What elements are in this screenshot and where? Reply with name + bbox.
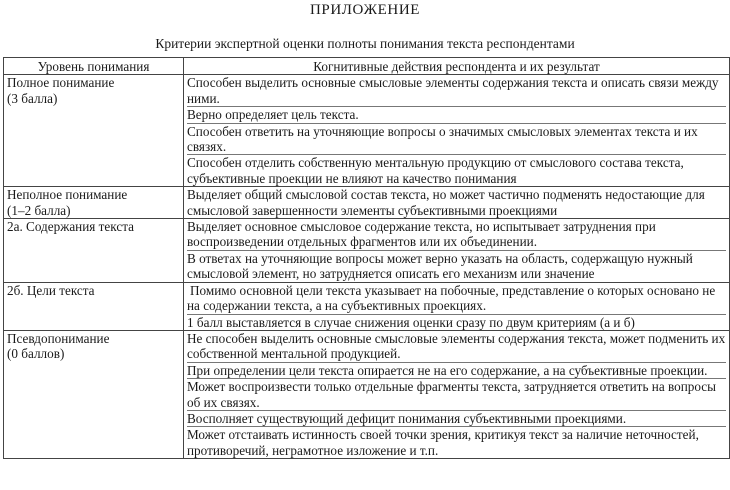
column-header-actions: Когнитивные действия респондента и их результат [184,58,730,75]
statement: Может отстаивать истинность своей точки зрения, критикуя текст за наличие неточностей, противоречий, неграмотное изложение и т.п. [187,427,699,458]
statement: В ответах на уточняющие вопросы может верно указать на область, содержащую нужный смысловой элемент, но затрудняется описать его механизм или значение [187,250,693,282]
table-row [4,75,730,187]
level-name: 2б. Цели текста [7,282,95,298]
level-cell [4,219,184,283]
statement: Восполняет существующий дефицит понимания субъективными проекциями. [187,411,726,427]
level-cell [4,330,184,458]
actions-cell [184,219,730,283]
table-header-row [4,58,730,75]
column-header-level: Уровень понимания [4,58,184,75]
statement: 1 балл выставляется в случае снижения оценки сразу по двум критериям (а и б) [187,314,635,330]
level-score: (3 балла) [7,90,58,106]
criteria-table [3,57,730,459]
statement: При определении цели текста опирается не на его содержание, а на субъективные проекции. [187,363,726,379]
level-score: (1–2 балла) [7,202,71,218]
statement: Помимо основной цели текста указывает на побочные, представление о которых основано не на содержании текста, а на субъективных проекциях. [187,283,726,315]
statement: Не способен выделить основные смысловые элементы содержания текста, может подменить их собственной ментальной продукцией. [187,330,726,362]
statement: Способен выделить основные смысловые элементы содержания текста и описать связи между ними. [187,75,726,107]
level-cell [4,282,184,330]
table-caption: Критерии экспертной оценки полноты понимания текста респондентами [155,36,575,51]
level-name: Неполное понимание [7,187,128,203]
statement: Верно определяет цель текста. [187,107,726,123]
statement: Способен ответить на уточняющие вопросы о значимых смысловых элементах текста и их связях. [187,124,726,156]
table-row [4,330,730,458]
table-row [4,282,730,330]
statement: Выделяет общий смысловой состав текста, но может частично подменять недостающие для смысловой завершенности элементы субъективными проекциями [187,187,705,218]
level-name: 2а. Содержания текста [7,219,134,235]
level-name: Псевдопонимание [7,330,110,346]
level-cell [4,75,184,187]
actions-cell [184,330,730,458]
actions-cell [184,187,730,219]
table-row [4,219,730,283]
actions-cell [184,282,730,330]
level-name: Полное понимание [7,75,115,91]
statement: Способен отделить собственную ментальную продукцию от смыслового состава текста, субъективные проекции не влияют на качество понимания [187,155,684,186]
page-heading: ПРИЛОЖЕНИЕ [309,2,421,18]
statement: Может воспроизвести только отдельные фрагменты текста, затрудняется ответить на вопросы об их связях. [187,379,726,411]
statement: Выделяет основное смысловое содержание текста, но испытывает затруднения при воспроизведении отдельных фрагментов или их объединении. [187,219,726,251]
level-score: (0 баллов) [7,346,65,362]
table-row [4,187,730,219]
actions-cell [184,75,730,187]
level-cell [4,187,184,219]
